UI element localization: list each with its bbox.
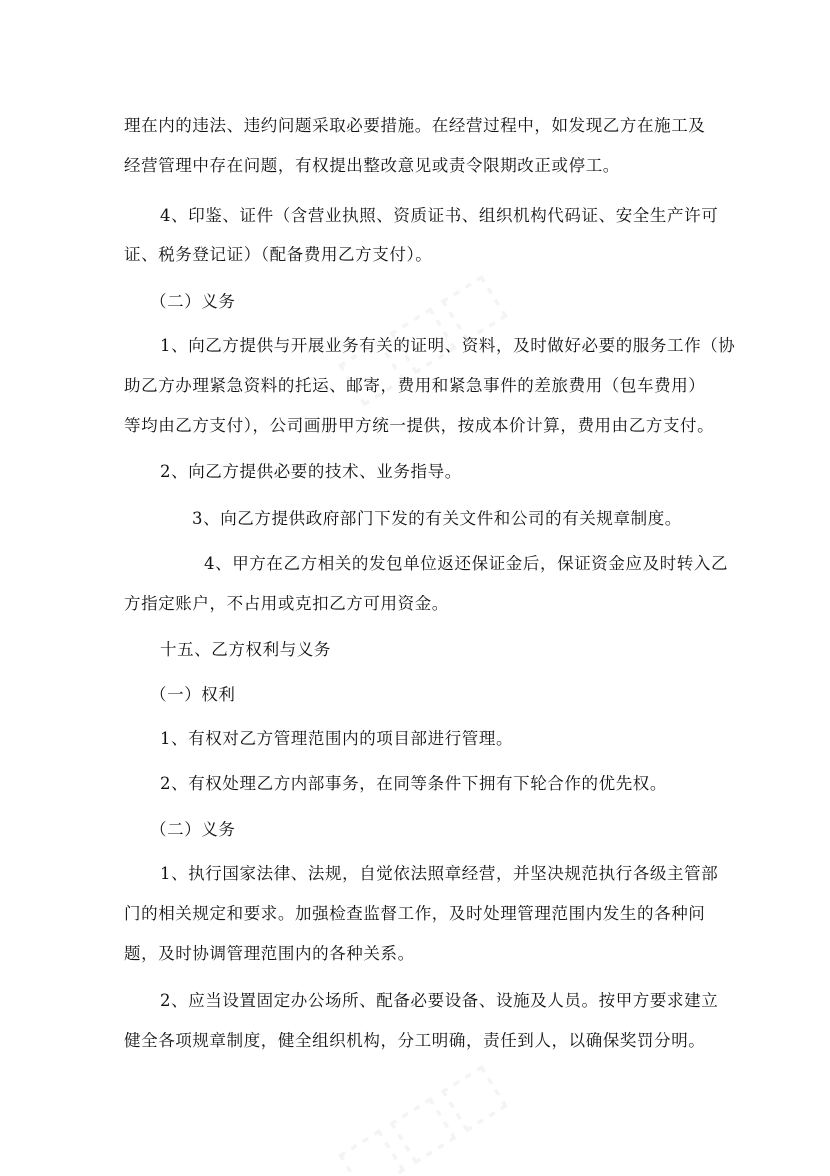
text-line: 经营管理中存在问题，有权提出整改意见或责令限期改正或停工。	[124, 156, 620, 175]
text-line: 1、有权对乙方管理范围内的项目部进行管理。	[160, 729, 514, 748]
text-line: 题，及时协调管理范围内的各种关系。	[124, 944, 415, 963]
text-line: 门的相关规定和要求。加强检查监督工作，及时处理管理范围内发生的各种问	[124, 904, 706, 923]
text-line: 4、印鉴、证件（含营业执照、资质证书、组织机构代码证、安全生产许可	[160, 206, 719, 225]
section-heading: （一）权利	[150, 685, 236, 704]
text-line: 健全各项规章制度，健全组织机构，分工明确，责任到人，以确保奖罚分明。	[124, 1031, 706, 1050]
text-line: 2、应当设置固定办公场所、配备必要设备、设施及人员。按甲方要求建立	[160, 991, 719, 1010]
text-line: 方指定账户，不占用或克扣乙方可用资金。	[124, 594, 449, 613]
section-heading: （二）义务	[150, 820, 236, 839]
text-line: 理在内的违法、违约问题采取必要措施。在经营过程中，如发现乙方在施工及	[124, 116, 706, 135]
section-heading: 十五、乙方权利与义务	[160, 640, 331, 659]
text-line: 1、执行国家法律、法规，自觉依法照章经营，并坚决规范执行各级主管部	[160, 864, 719, 883]
text-line: 2、有权处理乙方内部事务，在同等条件下拥有下轮合作的优先权。	[160, 774, 667, 793]
watermark	[324, 1048, 517, 1176]
text-line: 1、向乙方提供与开展业务有关的证明、资料，及时做好必要的服务工作（协	[160, 336, 736, 355]
text-line: 证、税务登记证）（配备费用乙方支付）。	[124, 245, 433, 264]
text-line: 3、向乙方提供政府部门下发的有关文件和公司的有关规章制度。	[192, 509, 682, 528]
section-heading: （二）义务	[150, 292, 236, 311]
text-line: 4、甲方在乙方相关的发包单位返还保证金后，保证资金应及时转入乙	[204, 554, 729, 573]
text-line: 助乙方办理紧急资料的托运、邮寄，费用和紧急事件的差旅费用（包车费用）	[124, 376, 706, 395]
text-line: 等均由乙方支付），公司画册甲方统一提供，按成本价计算，费用由乙方支付。	[124, 416, 715, 435]
text-line: 2、向乙方提供必要的技术、业务指导。	[160, 462, 462, 481]
